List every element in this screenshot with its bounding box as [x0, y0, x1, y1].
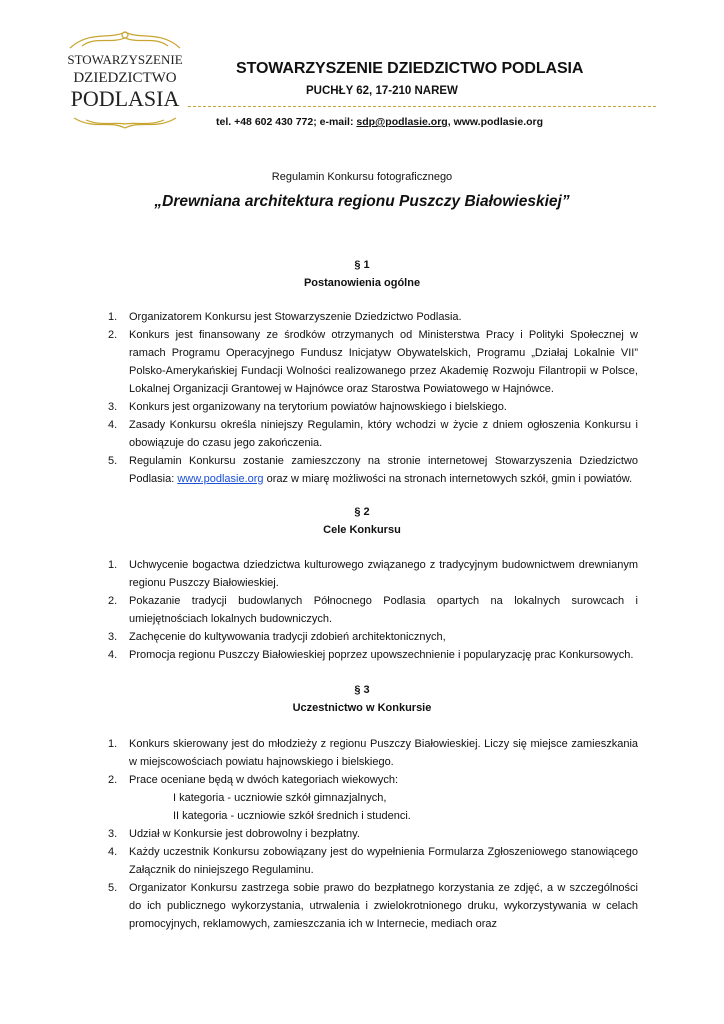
item-text: Regulamin Konkursu zostanie zamieszczony na stronie internetowej Stowarzyszenia Dziedzictwo Podlasia:	[129, 455, 638, 485]
section-2-list	[108, 556, 638, 664]
item-text: Konkurs skierowany jest do młodzieży z regionu Puszczy Białowieskiej. Liczy się miejsce zamieszkania w miejscowościach powiatu hajnowskiego i bielskiego.	[129, 738, 638, 768]
category-2-text: II kategoria - uczniowie szkół średnich i studenci.	[173, 810, 411, 822]
item-text: Zachęcenie do kultywowania tradycji zdobień architektonicznych,	[129, 631, 446, 643]
item-text: Organizatorem Konkursu jest Stowarzyszenie Dziedzictwo Podlasia.	[129, 311, 462, 323]
organization-logo	[60, 26, 190, 134]
logo-line-1: STOWARZYSZENIE	[67, 52, 183, 67]
header-divider	[188, 106, 656, 107]
list-item	[108, 825, 638, 843]
item-text: Konkurs jest finansowany ze środków otrzymanych od Ministerstwa Pracy i Polityki Społecznej w ramach Programu Operacyjnego Fundusz Inicjatyw Obywatelskich, Programu „Działaj Lokalnie VII” Polsko-Amerykańskiej Fundacji Wolności realizowanego przez Akademię Rozwoju Filantropii w Polsce, Lokalnej Organizacji Grantowej w Hajnówce oraz Starostwa Powiatowego w Hajnówce.	[129, 329, 638, 395]
item-text: Promocja regionu Puszczy Białowieskiej poprzez upowszechnienie i popularyzację prac Konkursowych.	[129, 649, 634, 661]
contact-phone: tel. +48 602 430 772; e-mail:	[216, 116, 357, 128]
item-text: Zasady Konkursu określa niniejszy Regulamin, który wchodzi w życie z dniem ogłoszenia Konkursu i obowiązuje do czasu jego zakończenia.	[129, 419, 638, 449]
list-item	[108, 628, 638, 646]
contact-line	[216, 116, 543, 128]
document-title: „Drewniana architektura regionu Puszczy Białowieskiej”	[154, 193, 570, 210]
list-item	[108, 646, 638, 664]
organization-name: STOWARZYSZENIE DZIEDZICTWO PODLASIA	[236, 60, 584, 77]
category-1-text: I kategoria - uczniowie szkół gimnazjalnych,	[173, 792, 387, 804]
section-1-title: Postanowienia ogólne	[303, 277, 421, 289]
item-number: 4.	[108, 419, 118, 431]
item-number: 5.	[108, 882, 118, 894]
section-2-title: Cele Konkursu	[323, 524, 401, 536]
item-text: Pokazanie tradycji budowlanych Północnego Podlasia opartych na lokalnych surowcach i umiejętnościach lokalnych budowniczych.	[129, 595, 638, 625]
item-number: 1.	[108, 738, 118, 750]
list-item	[108, 326, 638, 398]
item-number: 5.	[108, 455, 118, 467]
item-number: 1.	[108, 311, 118, 323]
list-item	[108, 556, 638, 592]
item-number: 2.	[108, 774, 118, 786]
section-3-title: Uczestnictwo w Konkursie	[292, 702, 432, 714]
list-item	[108, 398, 638, 416]
list-item	[108, 879, 638, 933]
section-1-list	[108, 308, 638, 488]
list-item	[108, 452, 638, 488]
item-number: 4.	[108, 649, 118, 661]
section-3-number: § 3	[354, 684, 370, 696]
list-item	[108, 416, 638, 452]
item-number: 1.	[108, 559, 118, 571]
item-number: 3.	[108, 401, 118, 413]
email-link[interactable]: sdp@podlasie.org	[356, 116, 448, 128]
website-link[interactable]: www.podlasie.org	[177, 473, 264, 485]
section-2-number: § 2	[354, 506, 370, 518]
list-item	[108, 735, 638, 771]
item-number: 2.	[108, 329, 118, 341]
list-item	[108, 592, 638, 628]
item-text: Uchwycenie bogactwa dziedzictwa kulturowego związanego z tradycyjnym budownictwem drewnianym regionu Puszczy Białowieskiej.	[129, 559, 638, 589]
list-item	[108, 308, 638, 326]
item-text: Organizator Konkursu zastrzega sobie prawo do bezpłatnego korzystania ze zdjęć, a w szczególności do ich publicznego wykorzystania, utrwalenia i zwielokrotnionego druku, wykorzystywania w celach promocyjnych, reklamowych, zamieszczania ich w Internecie, mediach oraz	[129, 882, 638, 930]
item-number: 3.	[108, 828, 118, 840]
section-1-number: § 1	[354, 259, 370, 271]
contact-website: , www.podlasie.org	[447, 116, 544, 128]
logo-line-2: DZIEDZICTWO	[73, 70, 177, 86]
item-number: 4.	[108, 846, 118, 858]
item-text: Prace oceniane będą w dwóch kategoriach wiekowych:	[129, 774, 399, 786]
logo-line-3: PODLASIA	[70, 86, 180, 111]
item-number: 3.	[108, 631, 118, 643]
item-number: 2.	[108, 595, 118, 607]
item-text: Konkurs jest organizowany na terytorium powiatów hajnowskiego i bielskiego.	[129, 401, 507, 413]
item-text: Każdy uczestnik Konkursu zobowiązany jest do wypełnienia Formularza Zgłoszeniowego stanowiącego Załącznik do niniejszego Regulaminu.	[129, 846, 638, 876]
list-item	[108, 843, 638, 879]
document-subtitle: Regulamin Konkursu fotograficznego	[271, 171, 453, 183]
list-item	[108, 771, 638, 825]
item-text: Udział w Konkursie jest dobrowolny i bezpłatny.	[129, 828, 360, 840]
section-3-list	[108, 735, 638, 933]
item-text-continued: oraz w miarę możliwości na stronach internetowych szkół, gmin i powiatów.	[263, 473, 633, 485]
organization-address: PUCHŁY 62, 17-210 NAREW	[306, 85, 458, 97]
